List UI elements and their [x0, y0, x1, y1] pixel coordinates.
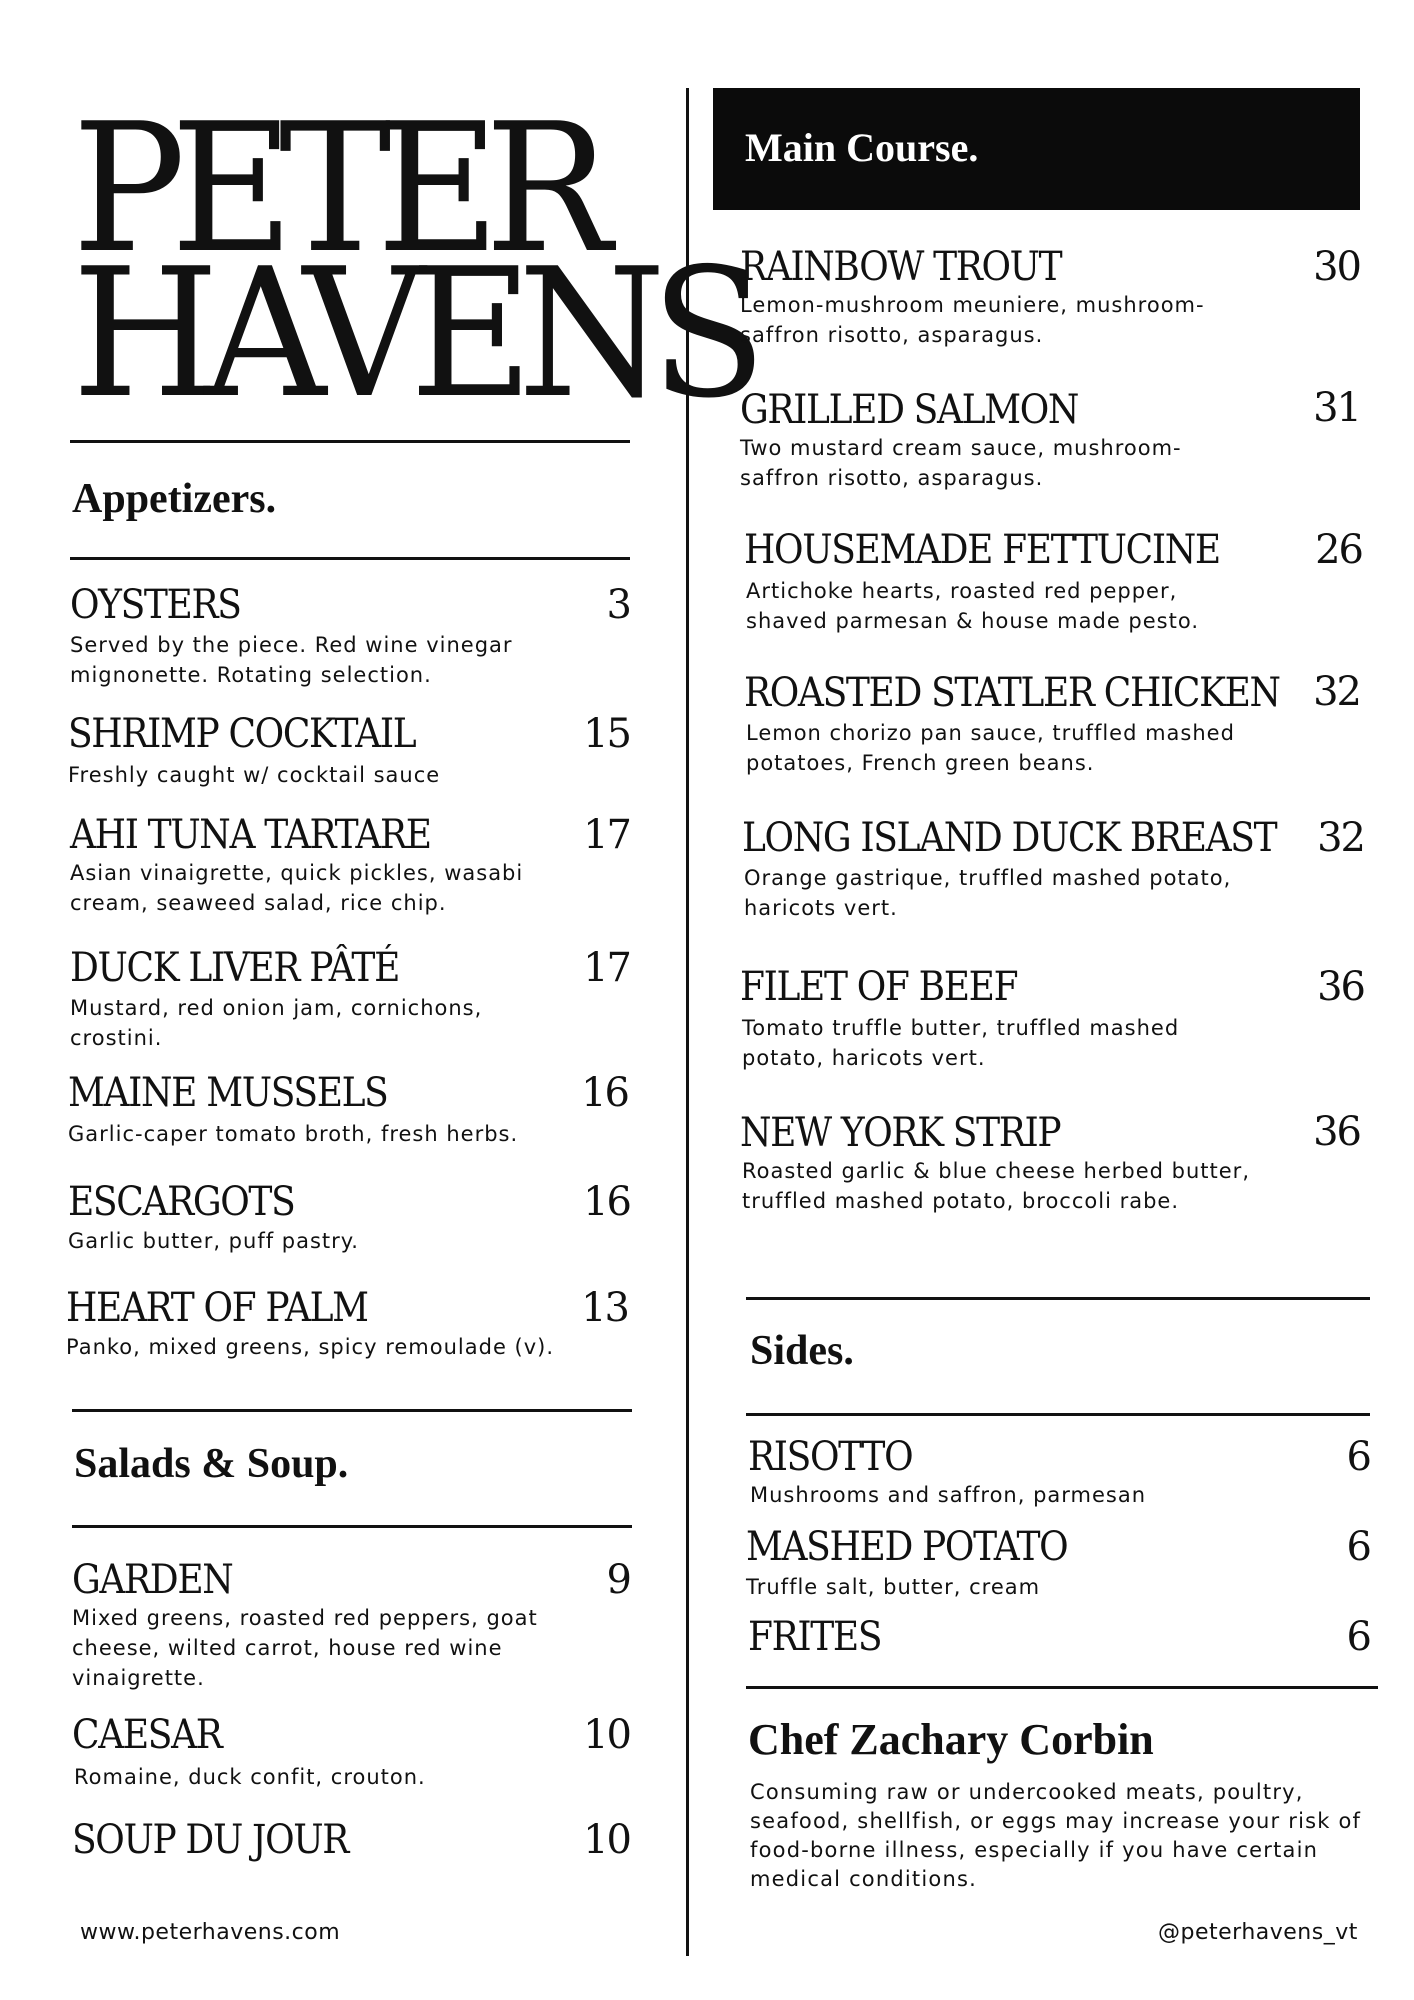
menu-item-description: Served by the piece. Red wine vinegar mignonette. Rotating selection.: [70, 633, 513, 687]
menu-item-name: RISOTTO: [748, 1434, 913, 1480]
menu-item-price: 17: [583, 812, 630, 858]
menu-item-description: Panko, mixed greens, spicy remoulade (v).: [66, 1335, 555, 1359]
menu-item-description: Truffle salt, butter, cream: [746, 1575, 1041, 1599]
divider: [70, 557, 630, 560]
menu-item-description: Freshly caught w/ cocktail sauce: [68, 763, 441, 787]
menu-item-name: ROASTED STATLER CHICKEN: [744, 670, 1280, 716]
menu-item-name: AHI TUNA TARTARE: [70, 812, 431, 858]
menu-item-description: Tomato truffle butter, truffled mashed potato, haricots vert.: [742, 1016, 1180, 1070]
menu-item-name: LONG ISLAND DUCK BREAST: [742, 815, 1277, 861]
menu-item-name: DUCK LIVER PÂTÉ: [70, 945, 400, 991]
menu-item-description: Garlic butter, puff pastry.: [68, 1229, 359, 1253]
menu-item-price: 15: [583, 711, 630, 757]
menu-item-name: GARDEN: [72, 1557, 233, 1603]
menu-item-price: 13: [581, 1285, 628, 1331]
menu-item-price: 6: [1346, 1524, 1370, 1570]
menu-item-price: 32: [1313, 669, 1360, 715]
menu-item-price: 31: [1313, 385, 1360, 431]
menu-item-name: SHRIMP COCKTAIL: [68, 711, 416, 757]
menu-item-description: Mustard, red onion jam, cornichons, crostini.: [70, 996, 483, 1050]
menu-item-name: HEART OF PALM: [66, 1285, 368, 1331]
menu-item-name: FRITES: [748, 1614, 882, 1660]
menu-item-price: 10: [583, 1817, 630, 1863]
divider: [72, 1525, 632, 1528]
chef-name: Chef Zachary Corbin: [748, 1715, 1154, 1764]
menu-item-name: CAESAR: [72, 1712, 222, 1758]
menu-item-price: 36: [1317, 964, 1364, 1010]
social-handle[interactable]: @peterhavens_vt: [1158, 1920, 1358, 1945]
salads-soup-heading: Salads & Soup.: [74, 1441, 349, 1487]
menu-item-description: Lemon-mushroom meuniere, mushroom-saffron risotto, asparagus.: [740, 293, 1205, 347]
menu-item-description: Lemon chorizo pan sauce, truffled mashed potatoes, French green beans.: [746, 721, 1235, 775]
menu-item-description: Romaine, duck confit, crouton.: [74, 1765, 426, 1789]
menu-item-name: ESCARGOTS: [68, 1179, 295, 1225]
brand-name-line1: PETER: [72, 85, 597, 292]
menu-item-price: 32: [1317, 815, 1364, 861]
menu-item-price: 6: [1346, 1434, 1370, 1480]
menu-item-price: 30: [1313, 244, 1360, 290]
menu-item-price: 3: [606, 582, 630, 628]
menu-item-name: GRILLED SALMON: [740, 387, 1079, 433]
menu-item-price: 36: [1313, 1109, 1360, 1155]
menu-item-description: Roasted garlic & blue cheese herbed butter, truffled mashed potato, broccoli rabe.: [742, 1159, 1250, 1213]
menu-item-name: SOUP DU JOUR: [72, 1817, 349, 1863]
divider: [746, 1297, 1370, 1300]
menu-item-description: Mixed greens, roasted red peppers, goat cheese, wilted carrot, house red wine vinaigrette.: [72, 1606, 538, 1690]
menu-item-price: 16: [583, 1179, 630, 1225]
menu-item-description: Asian vinaigrette, quick pickles, wasabi cream, seaweed salad, rice chip.: [70, 861, 524, 915]
menu-item-name: HOUSEMADE FETTUCINE: [744, 527, 1220, 573]
brand-name-line2: HAVENS: [72, 230, 752, 437]
menu-item-price: 17: [583, 945, 630, 991]
menu-item-name: OYSTERS: [70, 582, 241, 628]
divider: [72, 1409, 632, 1412]
menu-item-description: Artichoke hearts, roasted red pepper, shaved parmesan & house made pesto.: [746, 579, 1199, 633]
column-divider: [686, 88, 689, 1956]
menu-item-description: Mushrooms and saffron, parmesan: [750, 1483, 1147, 1507]
menu-item-price: 9: [606, 1557, 630, 1603]
sides-heading: Sides.: [750, 1328, 854, 1374]
menu-item-description: Garlic-caper tomato broth, fresh herbs.: [68, 1122, 519, 1146]
appetizers-heading: Appetizers.: [72, 476, 277, 522]
menu-item-name: NEW YORK STRIP: [740, 1110, 1061, 1156]
menu-item-price: 16: [581, 1070, 628, 1116]
divider: [70, 440, 630, 443]
menu-item-price: 26: [1315, 527, 1362, 573]
menu-item-name: MASHED POTATO: [746, 1524, 1068, 1570]
divider: [746, 1413, 1370, 1416]
menu-item-price: 10: [583, 1712, 630, 1758]
menu-item-name: FILET OF BEEF: [740, 964, 1018, 1010]
health-notice: Consuming raw or undercooked meats, poultry, seafood, shellfish, or eggs may increase your risk of food-borne illness, especially if you have certain medical conditions.: [750, 1780, 1362, 1891]
menu-item-name: MAINE MUSSELS: [68, 1070, 388, 1116]
website-link[interactable]: www.peterhavens.com: [80, 1920, 341, 1945]
menu-item-description: Two mustard cream sauce, mushroom-saffron risotto, asparagus.: [740, 436, 1182, 490]
menu-item-name: RAINBOW TROUT: [740, 244, 1062, 290]
main-course-heading: Main Course.: [745, 125, 979, 170]
menu-item-price: 6: [1346, 1614, 1370, 1660]
divider: [746, 1686, 1378, 1689]
menu-item-description: Orange gastrique, truffled mashed potato, haricots vert.: [744, 866, 1232, 920]
